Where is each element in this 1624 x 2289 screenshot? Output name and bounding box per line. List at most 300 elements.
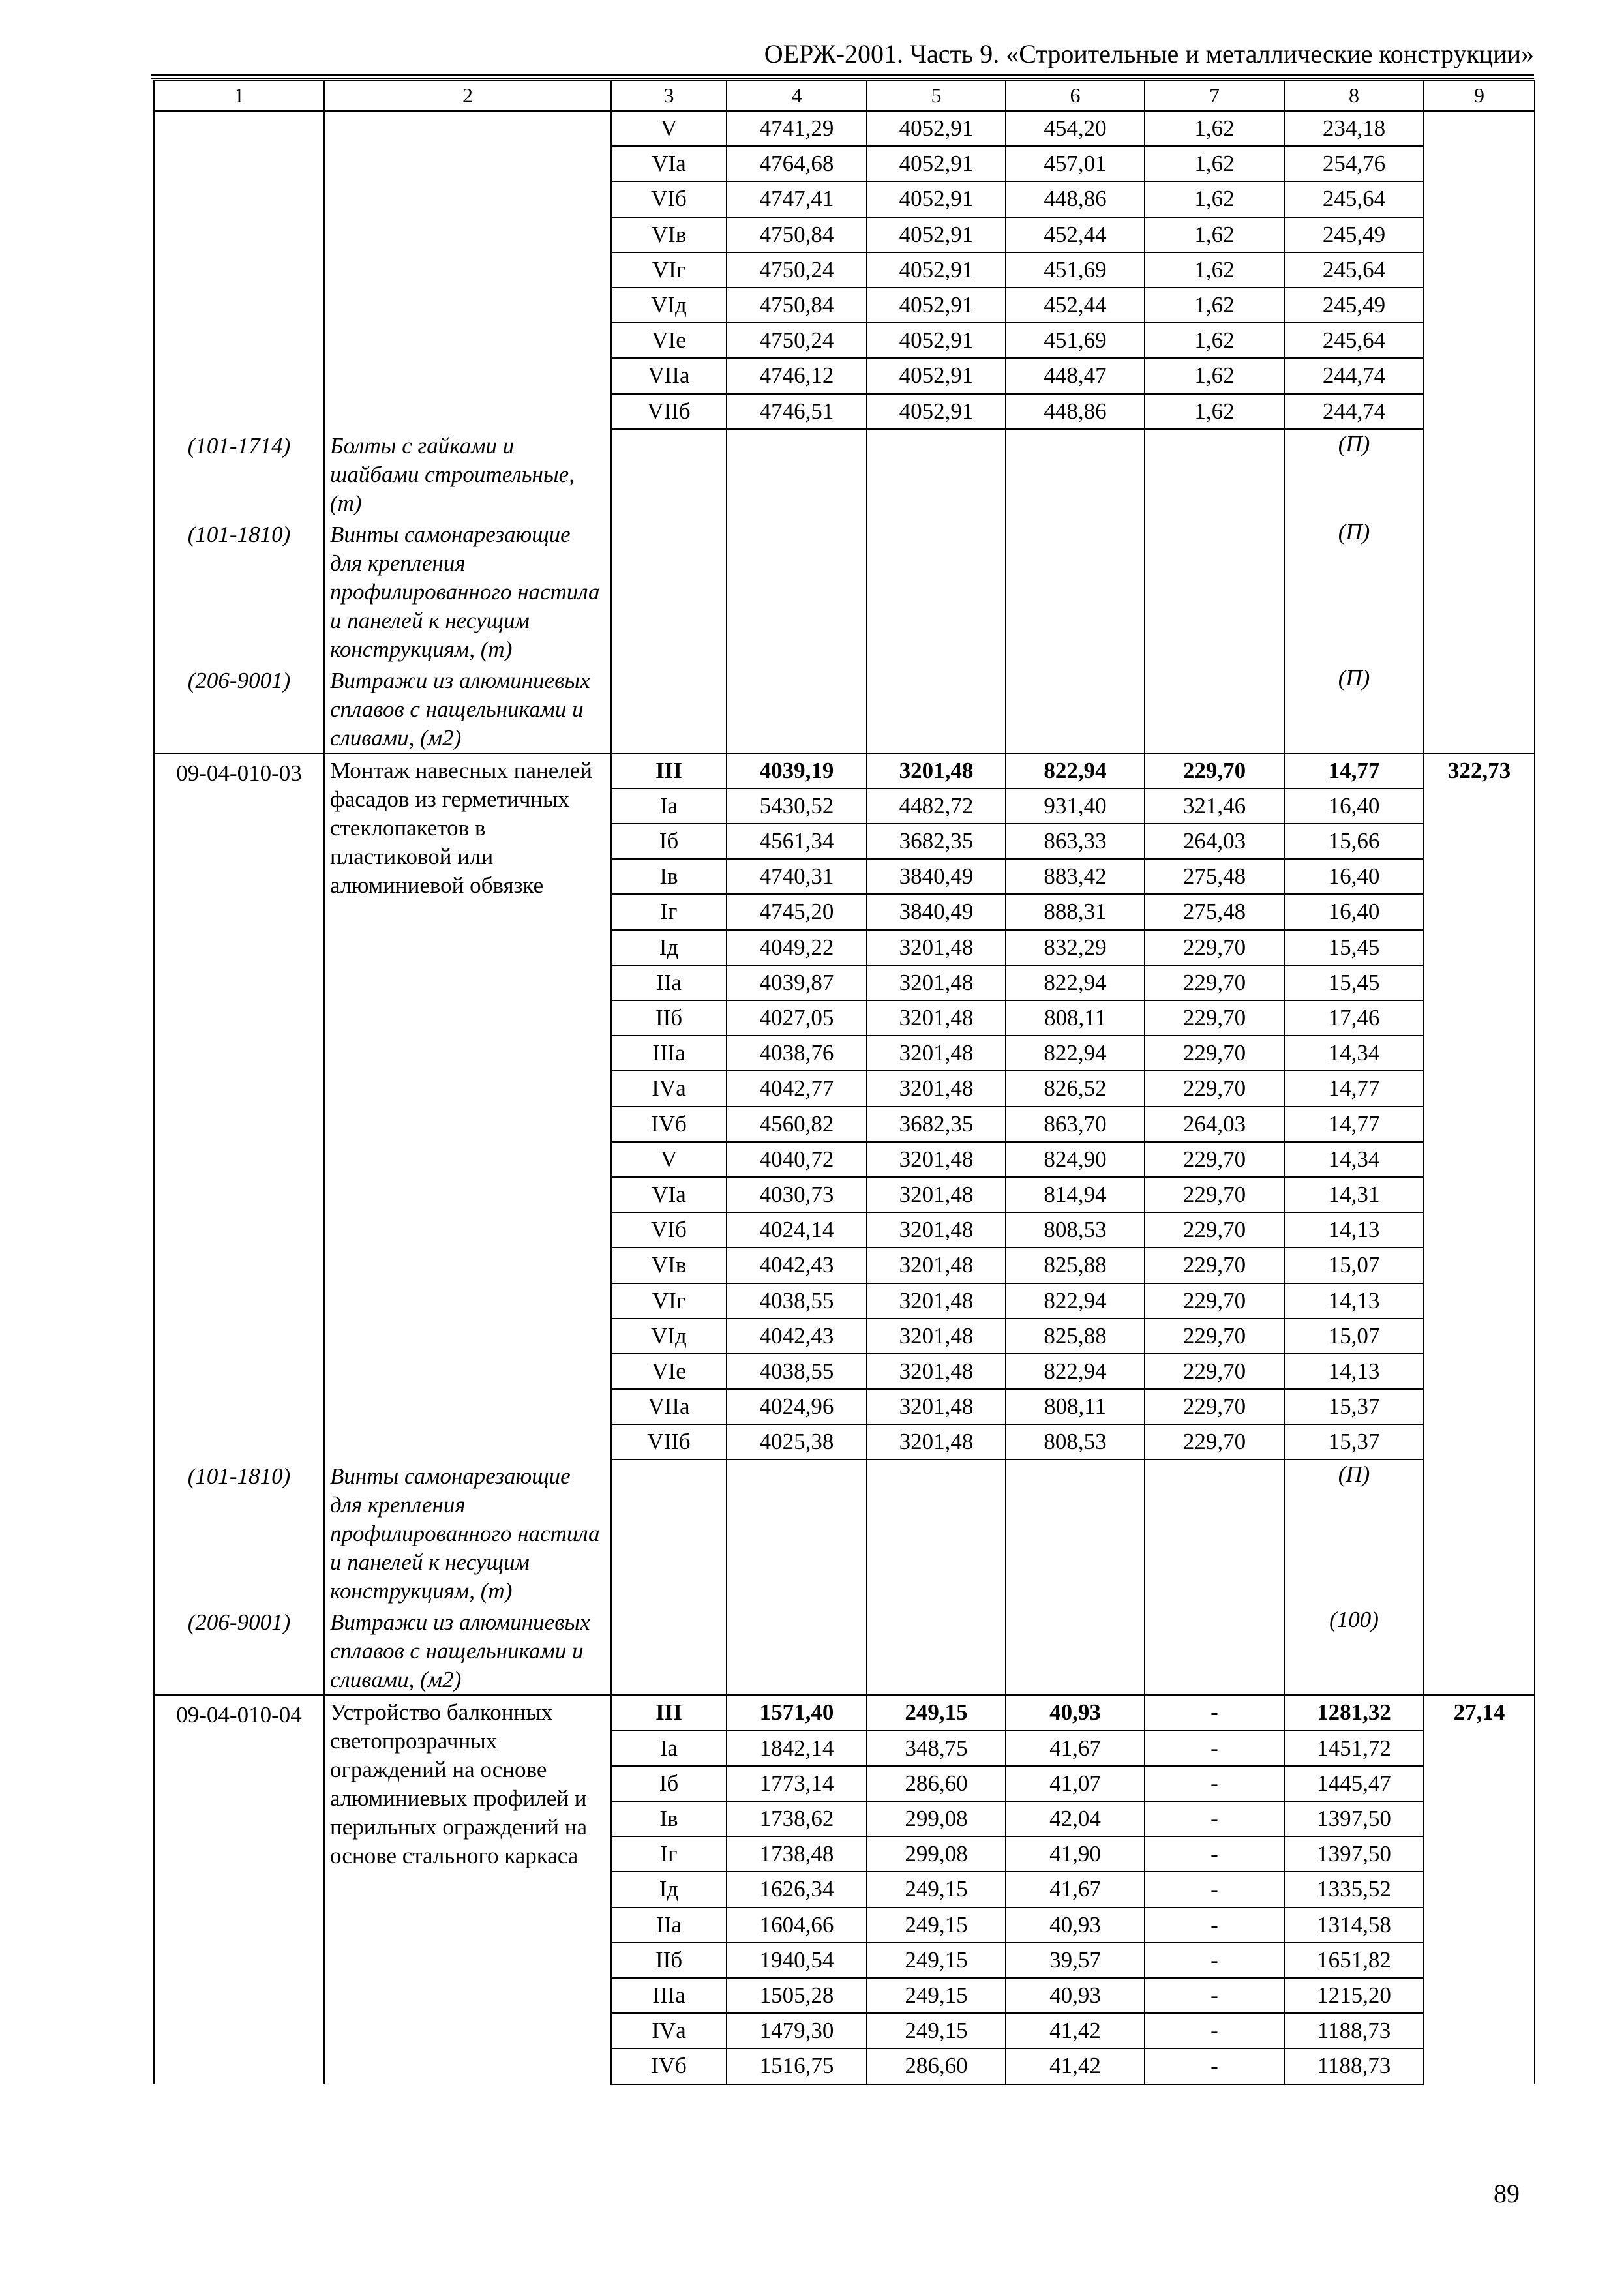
empty-cell [867,1606,1006,1695]
value-cell: 229,70 [1145,1071,1284,1106]
value-cell: 15,37 [1284,1389,1424,1424]
value-cell: 4038,55 [727,1283,867,1319]
value-cell: - [1145,1908,1284,1943]
zone-cell: IIа [611,965,727,1000]
value-cell: 264,03 [1145,1107,1284,1142]
value-cell: 931,40 [1006,788,1145,824]
value-cell: 299,08 [867,1836,1006,1872]
empty-cell [1145,1606,1284,1695]
value-cell: 249,15 [867,1978,1006,2013]
zone-cell: VIд [611,288,727,323]
zone-cell: VIг [611,1283,727,1319]
rate-row [154,111,1535,146]
empty-cell [867,664,1006,753]
column-number: 3 [611,80,727,111]
resource-row [154,1606,1535,1695]
resource-qty: (П) [1284,429,1424,518]
value-cell: 1335,52 [1284,1872,1424,1907]
value-cell: - [1145,1766,1284,1801]
column-number: 1 [154,80,324,111]
value-cell: 3201,48 [867,1142,1006,1177]
value-cell: 1651,82 [1284,1943,1424,1978]
value-cell: 16,40 [1284,894,1424,929]
value-cell: 286,60 [867,1766,1006,1801]
value-cell: 249,15 [867,2013,1006,2048]
value-cell: 229,70 [1145,1036,1284,1071]
resource-code: (101-1714) [154,429,324,518]
value-cell: 15,45 [1284,930,1424,965]
value-cell: 452,44 [1006,217,1145,252]
value-cell: 4052,91 [867,358,1006,393]
empty-cell [1006,429,1145,518]
value-cell: 4482,72 [867,788,1006,824]
value-cell: 808,53 [1006,1424,1145,1459]
value-cell: 4750,24 [727,323,867,358]
rate-name: Монтаж навесных панелей фасадов из герметичных стеклопакетов в пластиковой или алюминиевой обвязке [324,753,611,1460]
value-cell: 1604,66 [727,1908,867,1943]
rate-row [154,1695,1535,1730]
value-cell: 286,60 [867,2048,1006,2084]
zone-cell: VIб [611,1212,727,1248]
value-cell: 3201,48 [867,753,1006,788]
zone-cell: VIд [611,1319,727,1354]
value-cell: 229,70 [1145,1000,1284,1036]
zone-cell: VIIб [611,394,727,429]
rate-code: 09-04-010-03 [154,753,324,1460]
value-cell: 15,66 [1284,824,1424,859]
empty-cell [867,1459,1006,1606]
value-cell: - [1145,1695,1284,1730]
value-cell: 3201,48 [867,930,1006,965]
resource-qty: (П) [1284,1459,1424,1606]
value-cell: 3682,35 [867,824,1006,859]
value-cell: 3201,48 [867,1424,1006,1459]
value-cell: 4747,41 [727,181,867,217]
zone-cell: VIIа [611,358,727,393]
value-cell: 1188,73 [1284,2013,1424,2048]
value-cell: 229,70 [1145,1354,1284,1389]
empty-cell [611,1606,727,1695]
value-cell: 4030,73 [727,1177,867,1212]
value-cell: 825,88 [1006,1248,1145,1283]
value-cell: 825,88 [1006,1319,1145,1354]
zone-cell: Iг [611,894,727,929]
rate-code: 09-04-010-04 [154,1695,324,2084]
resource-name: Болты с гайками и шайбами строительные, (т) [324,429,611,518]
value-cell: 229,70 [1145,1283,1284,1319]
zone-cell: IIа [611,1908,727,1943]
value-cell: 863,33 [1006,824,1145,859]
zone-cell: VIIб [611,1424,727,1459]
value-cell: 14,77 [1284,1107,1424,1142]
value-cell: 4027,05 [727,1000,867,1036]
value-cell: 4039,87 [727,965,867,1000]
value-cell: 4052,91 [867,252,1006,288]
value-cell: 4049,22 [727,930,867,965]
value-cell: 4052,91 [867,288,1006,323]
zone-cell: IVб [611,1107,727,1142]
value-cell: 229,70 [1145,1212,1284,1248]
value-cell: 14,31 [1284,1177,1424,1212]
value-cell: 245,64 [1284,252,1424,288]
empty-cell [1145,429,1284,518]
value-cell: 3201,48 [867,1319,1006,1354]
zone-cell: Iа [611,788,727,824]
value-cell: 1314,58 [1284,1908,1424,1943]
value-cell: 14,77 [1284,1071,1424,1106]
value-cell: 3201,48 [867,1071,1006,1106]
value-cell: 4750,24 [727,252,867,288]
value-cell: 4052,91 [867,394,1006,429]
rate-name: Устройство балконных светопрозрачных ограждений на основе алюминиевых профилей и перильных ограждений на основе стального каркаса [324,1695,611,2084]
empty-cell [324,111,611,429]
value-cell: 1,62 [1145,217,1284,252]
value-cell: 249,15 [867,1695,1006,1730]
page-number: 89 [1494,2179,1520,2208]
value-cell: 451,69 [1006,252,1145,288]
value-cell: - [1145,1801,1284,1836]
column-number: 6 [1006,80,1145,111]
resource-row [154,429,1535,518]
zone-cell: V [611,111,727,146]
empty-cell [727,429,867,518]
value-cell: 275,48 [1145,894,1284,929]
zone-cell: Iд [611,930,727,965]
value-cell: 16,40 [1284,859,1424,894]
value-cell: 348,75 [867,1731,1006,1766]
zone-cell: IIб [611,1000,727,1036]
zone-cell: IVа [611,1071,727,1106]
value-cell: 1,62 [1145,288,1284,323]
value-cell: 1738,62 [727,1801,867,1836]
value-cell: 1,62 [1145,146,1284,181]
value-cell: 4764,68 [727,146,867,181]
resource-qty: (П) [1284,518,1424,664]
value-cell: 1516,75 [727,2048,867,2084]
resource-code: (101-1810) [154,518,324,664]
column-number: 5 [867,80,1006,111]
column-number: 9 [1424,80,1535,111]
value-cell: 42,04 [1006,1801,1145,1836]
value-cell: 1,62 [1145,323,1284,358]
value-cell: 457,01 [1006,146,1145,181]
value-cell: 40,93 [1006,1908,1145,1943]
empty-cell [727,1606,867,1695]
value-cell: 1940,54 [727,1943,867,1978]
value-cell: 3201,48 [867,1389,1006,1424]
empty-cell [867,518,1006,664]
value-cell: 14,13 [1284,1212,1424,1248]
resource-name: Винты самонарезающие для крепления профилированного настила и панелей к несущим конструкциям, (т) [324,1459,611,1606]
empty-cell [727,1459,867,1606]
zone-cell: VIг [611,252,727,288]
value-cell: 4741,29 [727,111,867,146]
value-cell: 254,76 [1284,146,1424,181]
value-cell: 4038,55 [727,1354,867,1389]
value-cell: - [1145,1872,1284,1907]
value-cell: 3840,49 [867,859,1006,894]
value-cell: 1215,20 [1284,1978,1424,2013]
value-cell: 14,34 [1284,1142,1424,1177]
zone-cell: IVб [611,2048,727,2084]
value-cell: 244,74 [1284,394,1424,429]
value-cell: 41,42 [1006,2048,1145,2084]
zone-cell: VIIа [611,1389,727,1424]
value-cell: 41,67 [1006,1872,1145,1907]
value-cell: 1281,32 [1284,1695,1424,1730]
value-cell: 5430,52 [727,788,867,824]
page-header [151,34,1534,76]
value-cell: 4040,72 [727,1142,867,1177]
value-cell: - [1145,2013,1284,2048]
column-number: 8 [1284,80,1424,111]
value-cell: 17,46 [1284,1000,1424,1036]
rates-table-body [154,80,1535,2084]
value-cell: - [1145,1836,1284,1872]
value-cell: 448,47 [1006,358,1145,393]
zone-cell: Iа [611,1731,727,1766]
resource-row [154,518,1535,664]
value-cell: 4039,19 [727,753,867,788]
zone-cell: VIб [611,181,727,217]
value-cell: 14,77 [1284,753,1424,788]
resource-name: Винты самонарезающие для крепления профилированного настила и панелей к несущим конструкциям, (т) [324,518,611,664]
column-number-row [154,80,1535,111]
column-number: 7 [1145,80,1284,111]
value-cell: 3201,48 [867,1248,1006,1283]
value-cell: 3201,48 [867,1000,1006,1036]
zone-cell: Iд [611,1872,727,1907]
value-cell: 245,49 [1284,288,1424,323]
value-cell: 40,93 [1006,1695,1145,1730]
value-cell: 814,94 [1006,1177,1145,1212]
value-cell: 1188,73 [1284,2048,1424,2084]
value-cell: 1,62 [1145,358,1284,393]
value-cell: 448,86 [1006,181,1145,217]
value-cell: 15,07 [1284,1248,1424,1283]
value-cell: 4052,91 [867,111,1006,146]
value-cell: 4038,76 [727,1036,867,1071]
col9-cell [1424,111,1535,753]
value-cell: 249,15 [867,1943,1006,1978]
resource-qty: (100) [1284,1606,1424,1695]
value-cell: 3682,35 [867,1107,1006,1142]
zone-cell: Iб [611,824,727,859]
value-cell: 4561,34 [727,824,867,859]
value-cell: 1397,50 [1284,1836,1424,1872]
value-cell: 4052,91 [867,323,1006,358]
value-cell: 41,42 [1006,2013,1145,2048]
value-cell: 1397,50 [1284,1801,1424,1836]
value-cell: 299,08 [867,1801,1006,1836]
empty-cell [1145,1459,1284,1606]
value-cell: 15,45 [1284,965,1424,1000]
zone-cell: III [611,1695,727,1730]
value-cell: 3201,48 [867,1177,1006,1212]
value-cell: 1,62 [1145,111,1284,146]
value-cell: 4025,38 [727,1424,867,1459]
value-cell: 14,34 [1284,1036,1424,1071]
value-cell: 40,93 [1006,1978,1145,2013]
col9-cell: 322,73 [1424,753,1535,1696]
zone-cell: Iг [611,1836,727,1872]
zone-cell: VIа [611,146,727,181]
value-cell: 808,53 [1006,1212,1145,1248]
value-cell: 14,13 [1284,1354,1424,1389]
value-cell: 4750,84 [727,288,867,323]
value-cell: 41,07 [1006,1766,1145,1801]
value-cell: 229,70 [1145,965,1284,1000]
value-cell: 452,44 [1006,288,1145,323]
value-cell: 1445,47 [1284,1766,1424,1801]
empty-cell [1006,518,1145,664]
value-cell: 229,70 [1145,1424,1284,1459]
value-cell: 264,03 [1145,824,1284,859]
resource-name: Витражи из алюминиевых сплавов с нащельниками и сливами, (м2) [324,664,611,753]
zone-cell: IVа [611,2013,727,2048]
value-cell: 3201,48 [867,1036,1006,1071]
value-cell: 808,11 [1006,1000,1145,1036]
value-cell: 822,94 [1006,1354,1145,1389]
value-cell: 448,86 [1006,394,1145,429]
empty-cell [1145,518,1284,664]
zone-cell: IIIа [611,1978,727,2013]
value-cell: 249,15 [867,1908,1006,1943]
zone-cell: V [611,1142,727,1177]
empty-cell [611,518,727,664]
value-cell: 4042,77 [727,1071,867,1106]
value-cell: 4042,43 [727,1248,867,1283]
value-cell: 229,70 [1145,1142,1284,1177]
value-cell: 822,94 [1006,1036,1145,1071]
value-cell: 41,90 [1006,1836,1145,1872]
zone-cell: IIб [611,1943,727,1978]
value-cell: 1505,28 [727,1978,867,2013]
zone-cell: VIа [611,1177,727,1212]
value-cell: 3840,49 [867,894,1006,929]
value-cell: 15,07 [1284,1319,1424,1354]
value-cell: 808,11 [1006,1389,1145,1424]
column-number: 4 [727,80,867,111]
value-cell: 244,74 [1284,358,1424,393]
value-cell: 245,49 [1284,217,1424,252]
value-cell: 832,29 [1006,930,1145,965]
value-cell: 1773,14 [727,1766,867,1801]
zone-cell: III [611,753,727,788]
value-cell: 1,62 [1145,394,1284,429]
value-cell: 1,62 [1145,181,1284,217]
value-cell: 4746,12 [727,358,867,393]
value-cell: 3201,48 [867,1354,1006,1389]
rate-row [154,753,1535,788]
resource-qty: (П) [1284,664,1424,753]
zone-cell: VIв [611,1248,727,1283]
value-cell: 824,90 [1006,1142,1145,1177]
value-cell: 275,48 [1145,859,1284,894]
zone-cell: VIв [611,217,727,252]
value-cell: 883,42 [1006,859,1145,894]
resource-row [154,1459,1535,1606]
value-cell: 4052,91 [867,217,1006,252]
value-cell: 41,67 [1006,1731,1145,1766]
value-cell: 249,15 [867,1872,1006,1907]
value-cell: 4024,14 [727,1212,867,1248]
zone-cell: IIIа [611,1036,727,1071]
value-cell: 822,94 [1006,753,1145,788]
value-cell: - [1145,1731,1284,1766]
value-cell: 234,18 [1284,111,1424,146]
value-cell: 4052,91 [867,146,1006,181]
value-cell: 822,94 [1006,1283,1145,1319]
value-cell: 229,70 [1145,1177,1284,1212]
value-cell: 39,57 [1006,1943,1145,1978]
empty-cell [1006,1606,1145,1695]
value-cell: 3201,48 [867,1212,1006,1248]
resource-code: (101-1810) [154,1459,324,1606]
resource-code: (206-9001) [154,664,324,753]
value-cell: 4052,91 [867,181,1006,217]
resource-row [154,664,1535,753]
zone-cell: Iб [611,1766,727,1801]
value-cell: 4746,51 [727,394,867,429]
value-cell: 229,70 [1145,1389,1284,1424]
empty-cell [727,664,867,753]
value-cell: 1451,72 [1284,1731,1424,1766]
value-cell: 826,52 [1006,1071,1145,1106]
value-cell: 3201,48 [867,965,1006,1000]
value-cell: 229,70 [1145,1248,1284,1283]
value-cell: 229,70 [1145,930,1284,965]
value-cell: 863,70 [1006,1107,1145,1142]
value-cell: 4042,43 [727,1319,867,1354]
empty-cell [154,111,324,429]
page-header-title: ОЕРЖ-2001. Часть 9. «Строительные и металлические конструкции» [764,39,1534,68]
value-cell: 4024,96 [727,1389,867,1424]
value-cell: 245,64 [1284,181,1424,217]
value-cell: 1571,40 [727,1695,867,1730]
value-cell: 4560,82 [727,1107,867,1142]
empty-cell [867,429,1006,518]
value-cell: 1,62 [1145,252,1284,288]
empty-cell [611,1459,727,1606]
value-cell: 1479,30 [727,2013,867,2048]
zone-cell: Iв [611,859,727,894]
zone-cell: VIе [611,323,727,358]
value-cell: 454,20 [1006,111,1145,146]
value-cell: 14,13 [1284,1283,1424,1319]
zone-cell: Iв [611,1801,727,1836]
empty-cell [1145,664,1284,753]
value-cell: 1626,34 [727,1872,867,1907]
value-cell: 321,46 [1145,788,1284,824]
resource-code: (206-9001) [154,1606,324,1695]
value-cell: 4750,84 [727,217,867,252]
rates-table [153,80,1535,2085]
empty-cell [1006,1459,1145,1606]
empty-cell [611,429,727,518]
value-cell: 4740,31 [727,859,867,894]
value-cell: 229,70 [1145,753,1284,788]
empty-cell [1006,664,1145,753]
value-cell: 229,70 [1145,1319,1284,1354]
resource-name: Витражи из алюминиевых сплавов с нащельниками и сливами, (м2) [324,1606,611,1695]
col9-cell: 27,14 [1424,1695,1535,2084]
value-cell: - [1145,2048,1284,2084]
value-cell: 245,64 [1284,323,1424,358]
empty-cell [727,518,867,664]
value-cell: 451,69 [1006,323,1145,358]
value-cell: 822,94 [1006,965,1145,1000]
